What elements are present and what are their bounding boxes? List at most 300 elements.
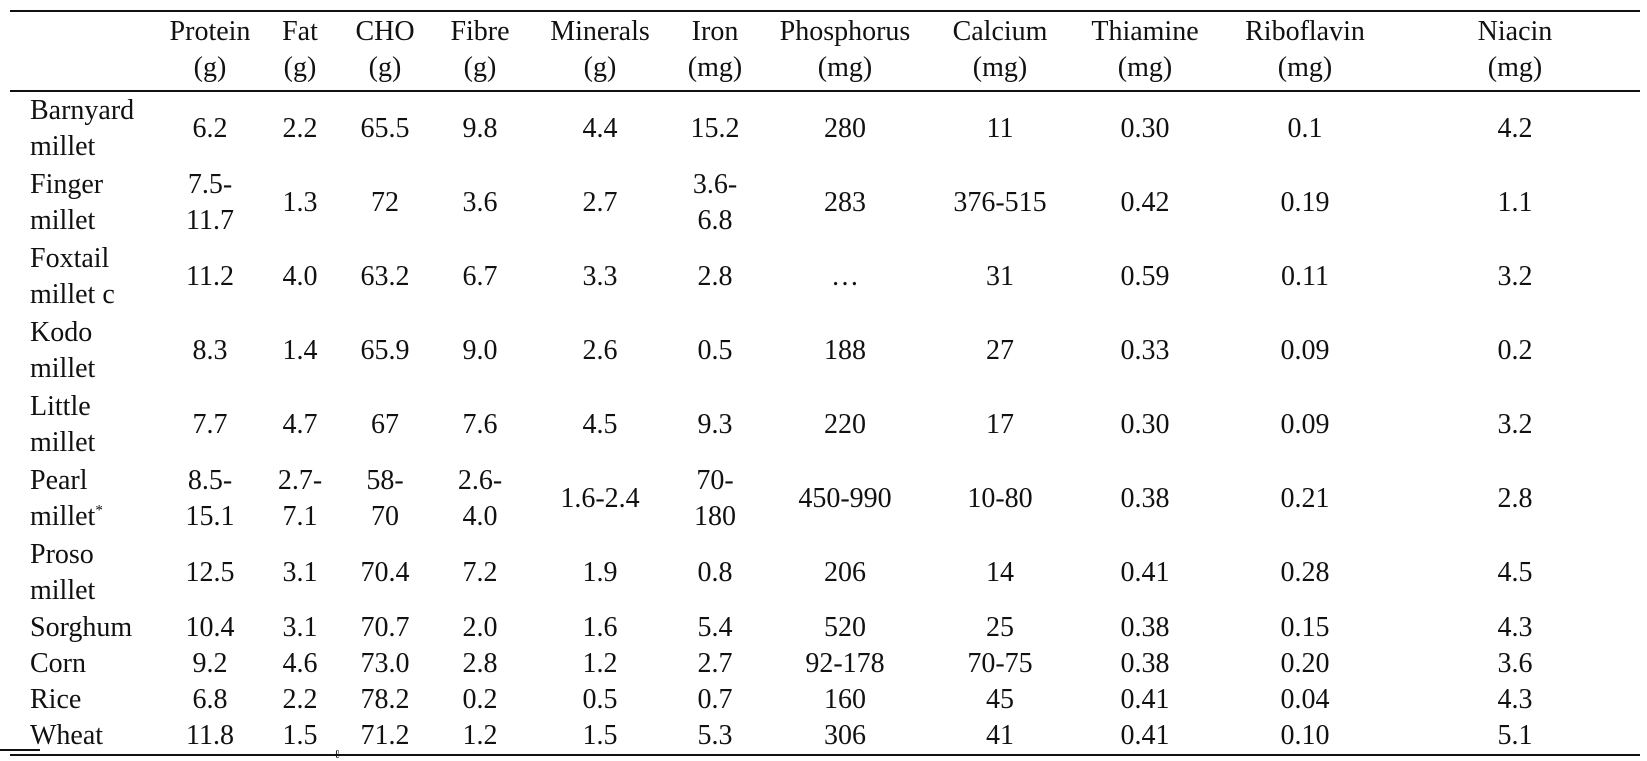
cell-value: 0.7 (697, 684, 733, 715)
table-cell-niacin (1390, 718, 1640, 755)
column-name: Iron (691, 16, 739, 47)
cell-value: 180 (694, 501, 736, 532)
table-cell-cho (340, 682, 430, 718)
cell-value: 72 (371, 187, 399, 218)
column-name: Fat (282, 16, 318, 47)
row-label (10, 682, 160, 718)
cell-value: 283 (824, 187, 866, 218)
footnote-rule (0, 749, 40, 751)
table-cell-protein (160, 646, 260, 682)
table-cell-calcium (930, 718, 1070, 755)
cell-value: 0.38 (1120, 483, 1170, 514)
table-row (10, 388, 1640, 462)
row-label-line (30, 646, 156, 682)
column-unit: (mg) (1487, 52, 1543, 83)
row-label (10, 462, 160, 536)
table-cell-niacin (1390, 462, 1640, 536)
cell-value: 7.7 (192, 409, 228, 440)
cell-value: 7.5- (187, 169, 233, 200)
row-label-text: Kodo (30, 317, 93, 348)
row-label (10, 536, 160, 610)
table-cell-minerals (530, 314, 670, 388)
table-cell-cho (340, 610, 430, 646)
table-cell-iron (670, 91, 760, 166)
row-label-line (30, 167, 156, 203)
column-header-iron (670, 11, 760, 91)
column-name: Calcium (952, 16, 1048, 47)
column-name: Phosphorus (779, 16, 911, 47)
column-unit: (g) (463, 52, 497, 83)
cell-value: 2.6- (457, 465, 503, 496)
column-header-calcium (930, 11, 1070, 91)
table-cell-iron (670, 610, 760, 646)
cell-value: 65.5 (360, 113, 410, 144)
row-label-text: millet (30, 575, 96, 606)
footnote-asterisk: * (95, 502, 103, 519)
table-cell-phosphorus (760, 682, 930, 718)
cell-value: 0.8 (697, 557, 733, 588)
table-cell-minerals (530, 240, 670, 314)
cell-value: 2.8 (697, 261, 733, 292)
cell-value: 2.0 (462, 612, 498, 643)
column-header-minerals (530, 11, 670, 91)
cell-value: 5.3 (697, 720, 733, 751)
table-cell-niacin (1390, 682, 1640, 718)
table-cell-calcium (930, 610, 1070, 646)
table-cell-phosphorus (760, 610, 930, 646)
cell-value: 4.6 (282, 648, 318, 679)
cell-value: 25 (986, 612, 1014, 643)
cell-value: 15.2 (690, 113, 740, 144)
cell-value: 9.2 (192, 648, 228, 679)
table-row (10, 682, 1640, 718)
cell-value: 0.41 (1120, 720, 1170, 751)
cell-value: 520 (824, 612, 866, 643)
cell-value: 3.6- (692, 169, 738, 200)
table-cell-calcium (930, 166, 1070, 240)
table-cell-cho (340, 718, 430, 755)
table-cell-riboflavin (1220, 646, 1390, 682)
cell-value: 2.2 (282, 113, 318, 144)
cell-value: 12.5 (185, 557, 235, 588)
row-label (10, 610, 160, 646)
column-name: Fibre (450, 16, 510, 47)
table-cell-thiamine (1070, 718, 1220, 755)
cell-value: 70.4 (360, 557, 410, 588)
table-cell-cho (340, 536, 430, 610)
column-header-niacin (1390, 11, 1640, 91)
cell-value: 376-515 (953, 187, 1047, 218)
cell-value: 31 (986, 261, 1014, 292)
table-cell-riboflavin (1220, 91, 1390, 166)
cell-value: 0.33 (1120, 335, 1170, 366)
table-cell-riboflavin (1220, 536, 1390, 610)
column-unit: (mg) (687, 52, 743, 83)
column-unit: (g) (193, 52, 227, 83)
row-label-line (30, 129, 156, 165)
table-cell-calcium (930, 91, 1070, 166)
table-cell-riboflavin (1220, 166, 1390, 240)
table-row (10, 314, 1640, 388)
column-name: Minerals (550, 16, 650, 47)
cell-value: 11.7 (186, 205, 234, 236)
row-label-text: Wheat (30, 720, 104, 751)
table-cell-phosphorus (760, 718, 930, 755)
table-cell-fibre (430, 610, 530, 646)
cell-value: 70.7 (360, 612, 410, 643)
row-label-text: Corn (30, 648, 86, 679)
cell-value: 4.5 (1497, 557, 1533, 588)
cell-value: 78.2 (360, 684, 410, 715)
cell-value: 0.28 (1280, 557, 1330, 588)
row-label-text: Sorghum (30, 612, 133, 643)
table-cell-cho (340, 166, 430, 240)
cell-value: 0.2 (1497, 335, 1533, 366)
column-header-thiamine (1070, 11, 1220, 91)
cell-value: 160 (824, 684, 866, 715)
table-cell-iron (670, 240, 760, 314)
table-cell-cho (340, 240, 430, 314)
cell-value: 1.3 (282, 187, 318, 218)
cell-value: 4.3 (1497, 684, 1533, 715)
table-cell-minerals (530, 536, 670, 610)
table-cell-niacin (1390, 646, 1640, 682)
table-cell-cho (340, 314, 430, 388)
table-cell-thiamine (1070, 462, 1220, 536)
table-cell-protein (160, 91, 260, 166)
cell-value: 3.1 (282, 612, 318, 643)
table-cell-protein (160, 718, 260, 755)
table-cell-fat (260, 682, 340, 718)
row-label-line (30, 537, 156, 573)
cell-value: 0.09 (1280, 335, 1330, 366)
cell-value: 70- (696, 465, 734, 496)
table-cell-phosphorus (760, 646, 930, 682)
cell-value: 3.6 (462, 187, 498, 218)
cell-value: 2.8 (1497, 483, 1533, 514)
table-row (10, 462, 1640, 536)
table-cell-iron (670, 536, 760, 610)
column-unit: (mg) (817, 52, 873, 83)
row-label-text: millet (30, 205, 96, 236)
table-row (10, 240, 1640, 314)
table-cell-fibre (430, 240, 530, 314)
table-cell-riboflavin (1220, 682, 1390, 718)
table-cell-iron (670, 166, 760, 240)
table-cell-protein (160, 536, 260, 610)
row-label-text: millet (30, 131, 96, 162)
cell-value: 6.7 (462, 261, 498, 292)
table-cell-niacin (1390, 91, 1640, 166)
cell-value: 45 (986, 684, 1014, 715)
cell-value: 0.5 (582, 684, 618, 715)
table-cell-thiamine (1070, 166, 1220, 240)
column-name: Niacin (1477, 16, 1553, 47)
row-label-line (30, 389, 156, 425)
column-header-phosphorus (760, 11, 930, 91)
cell-value: 0.10 (1280, 720, 1330, 751)
table-cell-iron (670, 646, 760, 682)
row-label-text: Finger (30, 169, 104, 200)
table-cell-fibre (430, 91, 530, 166)
table-cell-thiamine (1070, 388, 1220, 462)
row-label-line (30, 610, 156, 646)
cell-value: 0.41 (1120, 684, 1170, 715)
row-label-line (30, 241, 156, 277)
column-header-protein (160, 11, 260, 91)
column-header-fat (260, 11, 340, 91)
row-label-text: millet c (30, 279, 115, 310)
table-cell-niacin (1390, 166, 1640, 240)
cell-value: 1.2 (582, 648, 618, 679)
table-cell-minerals (530, 682, 670, 718)
table-cell-fat (260, 462, 340, 536)
table-row (10, 536, 1640, 610)
cell-value: 4.2 (1497, 113, 1533, 144)
cell-value: 0.38 (1120, 648, 1170, 679)
table-cell-phosphorus (760, 536, 930, 610)
cell-value: 14 (986, 557, 1014, 588)
cell-value: 3.6 (1497, 648, 1533, 679)
cell-value: 1.4 (282, 335, 318, 366)
cell-value: 9.8 (462, 113, 498, 144)
table-cell-riboflavin (1220, 610, 1390, 646)
table-cell-niacin (1390, 610, 1640, 646)
nutrient-table (10, 10, 1640, 756)
cell-value: 8.5- (187, 465, 233, 496)
table-cell-calcium (930, 682, 1070, 718)
table-cell-fibre (430, 314, 530, 388)
table-cell-niacin (1390, 314, 1640, 388)
column-name: Protein (169, 16, 251, 47)
table-cell-thiamine (1070, 536, 1220, 610)
cell-value: 6.8 (192, 684, 228, 715)
row-label-text: millet (30, 501, 96, 532)
cell-value: 0.42 (1120, 187, 1170, 218)
column-header-cho (340, 11, 430, 91)
cell-value: 0.09 (1280, 409, 1330, 440)
cell-value: 1.6-2.4 (560, 483, 640, 514)
table-cell-protein (160, 388, 260, 462)
cell-value: 206 (824, 557, 866, 588)
column-name: Thiamine (1091, 16, 1199, 47)
cell-value: 4.0 (462, 501, 498, 532)
cell-value: 11.2 (186, 261, 234, 292)
table-cell-protein (160, 240, 260, 314)
table-cell-protein (160, 682, 260, 718)
table-cell-fat (260, 91, 340, 166)
cell-value: 1.2 (462, 720, 498, 751)
cell-value: 63.2 (360, 261, 410, 292)
table-cell-protein (160, 166, 260, 240)
row-label-text: Barnyard (30, 95, 135, 126)
table-row (10, 91, 1640, 166)
row-label-line (30, 463, 156, 499)
table-cell-thiamine (1070, 682, 1220, 718)
table-cell-thiamine (1070, 91, 1220, 166)
table-row (10, 166, 1640, 240)
table-cell-fibre (430, 718, 530, 755)
cell-value: 4.7 (282, 409, 318, 440)
cell-value: 0.30 (1120, 409, 1170, 440)
table-cell-fat (260, 610, 340, 646)
table-cell-fibre (430, 536, 530, 610)
table-cell-iron (670, 462, 760, 536)
cell-value: 65.9 (360, 335, 410, 366)
table-body (10, 91, 1640, 755)
table-cell-riboflavin (1220, 388, 1390, 462)
table-cell-cho (340, 388, 430, 462)
table-cell-cho (340, 646, 430, 682)
table-cell-minerals (530, 718, 670, 755)
table-cell-thiamine (1070, 314, 1220, 388)
cell-value: 2.7- (277, 465, 323, 496)
table-cell-fat (260, 718, 340, 755)
cell-value: 9.0 (462, 335, 498, 366)
cell-value: 2.6 (582, 335, 618, 366)
table-cell-minerals (530, 610, 670, 646)
nutrient-table-container (10, 10, 1640, 756)
cell-value: 73.0 (360, 648, 410, 679)
cell-value: 58- (366, 465, 404, 496)
table-cell-riboflavin (1220, 462, 1390, 536)
row-label (10, 166, 160, 240)
table-cell-phosphorus (760, 462, 930, 536)
cell-value: 92-178 (805, 648, 885, 679)
column-header-fibre (430, 11, 530, 91)
row-label-line (30, 718, 156, 754)
row-label (10, 314, 160, 388)
cell-value: 3.2 (1497, 409, 1533, 440)
table-row (10, 610, 1640, 646)
cell-value: 1.1 (1497, 187, 1533, 218)
cell-value: 4.0 (282, 261, 318, 292)
table-cell-fat (260, 388, 340, 462)
table-cell-cho (340, 91, 430, 166)
cell-value: 0.1 (1287, 113, 1323, 144)
cell-value: 6.8 (697, 205, 733, 236)
table-cell-iron (670, 314, 760, 388)
cell-value: 188 (824, 335, 866, 366)
row-label-line (30, 351, 156, 387)
table-row (10, 718, 1640, 755)
row-label-text: Little (30, 391, 91, 422)
header-blank-cell (10, 11, 160, 91)
cell-value: … (831, 261, 859, 292)
table-cell-niacin (1390, 388, 1640, 462)
cell-value: 220 (824, 409, 866, 440)
cell-value: 41 (986, 720, 1014, 751)
row-label (10, 91, 160, 166)
row-label-line (30, 573, 156, 609)
cell-value: 0.59 (1120, 261, 1170, 292)
cell-value: 2.2 (282, 684, 318, 715)
row-label-line (30, 93, 156, 129)
table-cell-fat (260, 314, 340, 388)
row-label (10, 240, 160, 314)
table-cell-phosphorus (760, 240, 930, 314)
cell-value: 2.7 (697, 648, 733, 679)
cell-value: 1.9 (582, 557, 618, 588)
cell-value: 71.2 (360, 720, 410, 751)
cell-value: 0.21 (1280, 483, 1330, 514)
table-cell-niacin (1390, 536, 1640, 610)
table-cell-niacin (1390, 240, 1640, 314)
row-label-text: Rice (30, 684, 82, 715)
table-cell-phosphorus (760, 314, 930, 388)
column-header-riboflavin (1220, 11, 1390, 91)
column-unit: (mg) (1117, 52, 1173, 83)
table-cell-calcium (930, 388, 1070, 462)
cell-value: 0.2 (462, 684, 498, 715)
table-cell-protein (160, 314, 260, 388)
row-label-text: millet (30, 427, 96, 458)
cell-value: 0.41 (1120, 557, 1170, 588)
row-label-text: millet (30, 353, 96, 384)
cell-value: 0.15 (1280, 612, 1330, 643)
row-label-line (30, 203, 156, 239)
table-cell-thiamine (1070, 610, 1220, 646)
cell-value: 4.3 (1497, 612, 1533, 643)
row-label (10, 646, 160, 682)
cell-value: 4.4 (582, 113, 618, 144)
cell-value: 27 (986, 335, 1014, 366)
header-row (10, 11, 1640, 91)
table-cell-fat (260, 166, 340, 240)
cell-value: 2.8 (462, 648, 498, 679)
cell-value: 10-80 (967, 483, 1033, 514)
cell-value: 0.5 (697, 335, 733, 366)
footnote-mark: ℓ (334, 747, 340, 761)
row-label-text: Pearl (30, 465, 88, 496)
cell-value: 3.1 (282, 557, 318, 588)
table-cell-iron (670, 718, 760, 755)
table-cell-phosphorus (760, 91, 930, 166)
column-unit: (g) (368, 52, 402, 83)
row-label-line (30, 425, 156, 461)
row-label-line (30, 277, 156, 313)
cell-value: 0.19 (1280, 187, 1330, 218)
table-cell-riboflavin (1220, 240, 1390, 314)
cell-value: 3.3 (582, 261, 618, 292)
cell-value: 70 (371, 501, 399, 532)
cell-value: 2.7 (582, 187, 618, 218)
table-cell-fat (260, 240, 340, 314)
table-cell-riboflavin (1220, 718, 1390, 755)
cell-value: 0.11 (1281, 261, 1329, 292)
row-label-line (30, 499, 156, 535)
table-cell-minerals (530, 462, 670, 536)
table-cell-minerals (530, 388, 670, 462)
cell-value: 9.3 (697, 409, 733, 440)
cell-value: 0.30 (1120, 113, 1170, 144)
table-cell-calcium (930, 240, 1070, 314)
column-unit: (g) (583, 52, 617, 83)
cell-value: 11 (986, 113, 1014, 144)
cell-value: 5.1 (1497, 720, 1533, 751)
table-cell-fibre (430, 462, 530, 536)
table-cell-protein (160, 610, 260, 646)
cell-value: 15.1 (185, 501, 235, 532)
table-cell-iron (670, 388, 760, 462)
table-cell-minerals (530, 646, 670, 682)
column-name: CHO (355, 16, 415, 47)
cell-value: 0.20 (1280, 648, 1330, 679)
cell-value: 10.4 (185, 612, 235, 643)
cell-value: 5.4 (697, 612, 733, 643)
cell-value: 11.8 (186, 720, 234, 751)
cell-value: 0.38 (1120, 612, 1170, 643)
